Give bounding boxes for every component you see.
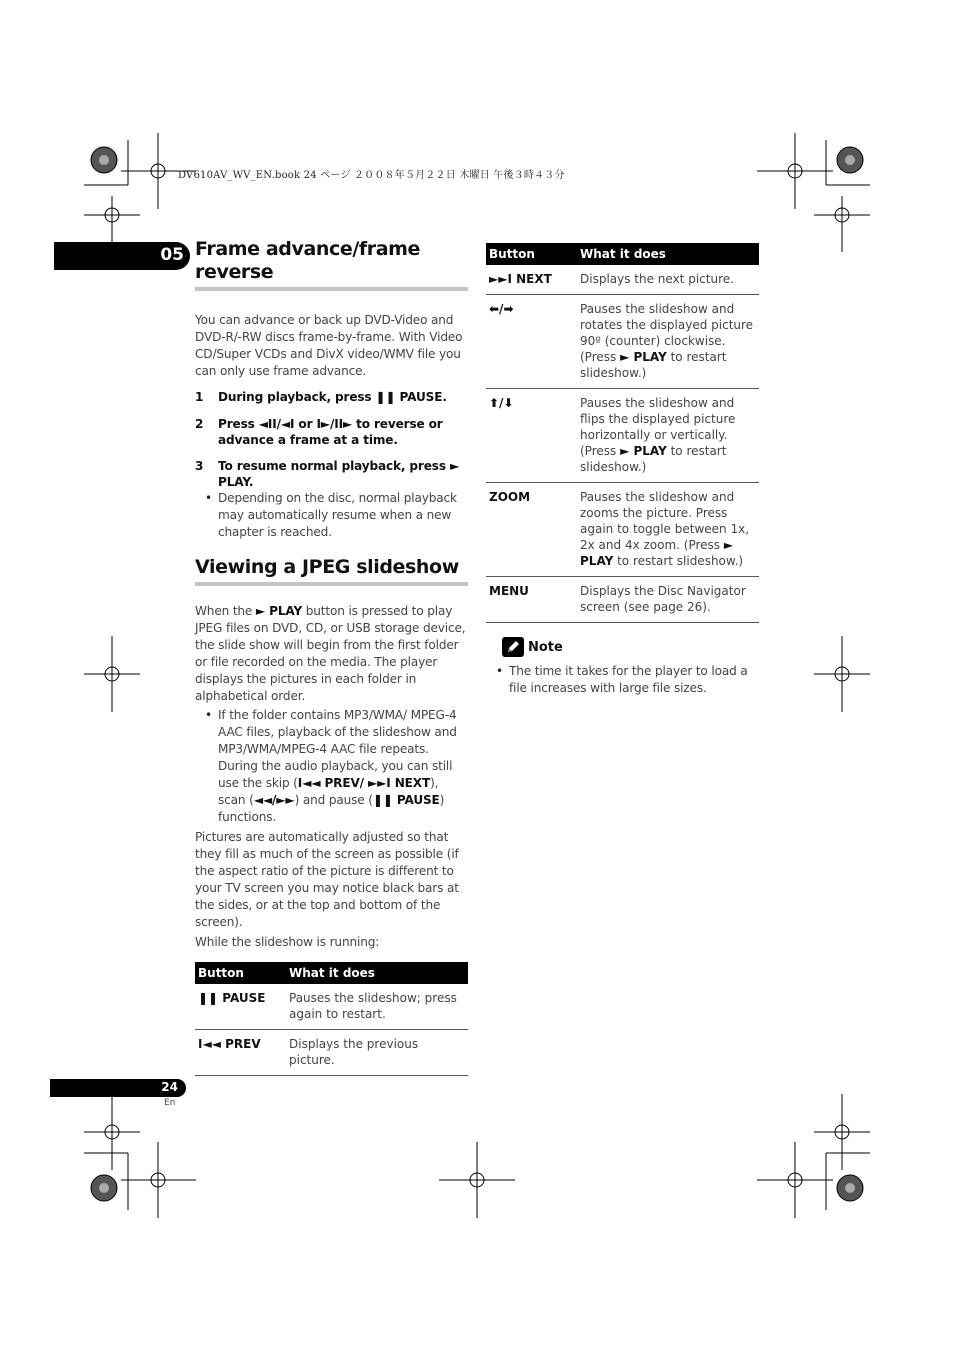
jpeg-para-1: When the ► PLAY button is pressed to play JPEG files on DVD, CD, or USB storage device, the slide show will begin from the first folder or file recorded on the media. The player displays the pictures in each folder in alphabetical order.	[195, 604, 466, 703]
note-pencil-icon	[502, 637, 524, 657]
page-number-tab	[50, 1079, 186, 1097]
table-header: Button What it does	[486, 243, 759, 265]
table-row: ⬆/⬇ Pauses the slideshow and flips the displayed picture horizontally or vertically. (Press ► PLAY to restart slideshow.)	[486, 389, 759, 483]
slideshow-button-table-left	[195, 962, 468, 1076]
language-code: En	[164, 1098, 176, 1108]
table-row: ►►I NEXT Displays the next picture.	[486, 265, 759, 295]
chapter-tab	[54, 242, 190, 270]
step-3: 3 To resume normal playback, press ► PLAY.	[195, 459, 460, 489]
frame-section-title: Frame advance/frame reverse	[195, 238, 468, 291]
print-file-header: DV610AV_WV_EN.book 24 ページ ２００８年５月２２日 木曜日 午後３時４３分	[178, 170, 565, 181]
chapter-number: 05	[160, 245, 184, 265]
note-title: Note	[528, 640, 563, 655]
table-row: ZOOM Pauses the slideshow and zooms the picture. Press again to toggle between 1x, 2x and 4x zoom. (Press ► PLAY to restart slideshow.)	[486, 483, 759, 577]
star-wheel-bottom-right	[837, 1175, 863, 1201]
jpeg-para-2: Pictures are automatically adjusted so that they fill as much of the screen as possible (if the aspect ratio of the picture is different to your TV screen you may notice black bars at the sides, or at the top and bottom of the screen).	[195, 830, 459, 929]
frame-bullet: • Depending on the disc, normal playback may automatically resume when a new chapter is reached.	[205, 491, 457, 539]
table-row: ❚❚ PAUSE Pauses the slideshow; press again to restart.	[195, 984, 468, 1030]
frame-intro: You can advance or back up DVD-Video and DVD-R/-RW discs frame-by-frame. With Video CD/Super VCDs and DivX video/WMV file you can only use frame advance.	[195, 313, 463, 378]
table-row: ⬅/➡ Pauses the slideshow and rotates the displayed picture 90º (counter) clockwise. (Press ► PLAY to restart slideshow.)	[486, 295, 759, 389]
table-row: MENU Displays the Disc Navigator screen (see page 26).	[486, 577, 759, 623]
table-row: I◄◄ PREV Displays the previous picture.	[195, 1030, 468, 1076]
star-wheel-top-left	[91, 147, 117, 173]
slideshow-button-table-right	[486, 243, 759, 623]
step-2: 2 Press ◄II/◄I or I►/II► to reverse or advance a frame at a time.	[195, 417, 443, 447]
jpeg-para-3: While the slideshow is running:	[195, 935, 380, 949]
left-column	[195, 238, 468, 1076]
jpeg-bullet: • If the folder contains MP3/WMA/ MPEG-4 AAC files, playback of the slideshow and MP3/WMA/MPEG-4 AAC file repeats. During the audio playback, you can still use the skip (I◄◄ PREV/ ►►I NEXT), scan (◄◄/►►) and pause (❚❚ PAUSE) functions.	[205, 708, 457, 824]
jpeg-section-title: Viewing a JPEG slideshow	[195, 556, 468, 586]
note-heading	[486, 637, 759, 659]
star-wheel-top-right	[837, 147, 863, 173]
page-number: 24	[161, 1080, 178, 1094]
star-wheel-bottom-left	[91, 1175, 117, 1201]
right-column	[486, 243, 759, 697]
table-header: Button What it does	[195, 962, 468, 984]
step-1: 1 During playback, press ❚❚ PAUSE.	[195, 390, 447, 404]
note-bullet: • The time it takes for the player to load a file increases with large file sizes.	[496, 664, 748, 695]
